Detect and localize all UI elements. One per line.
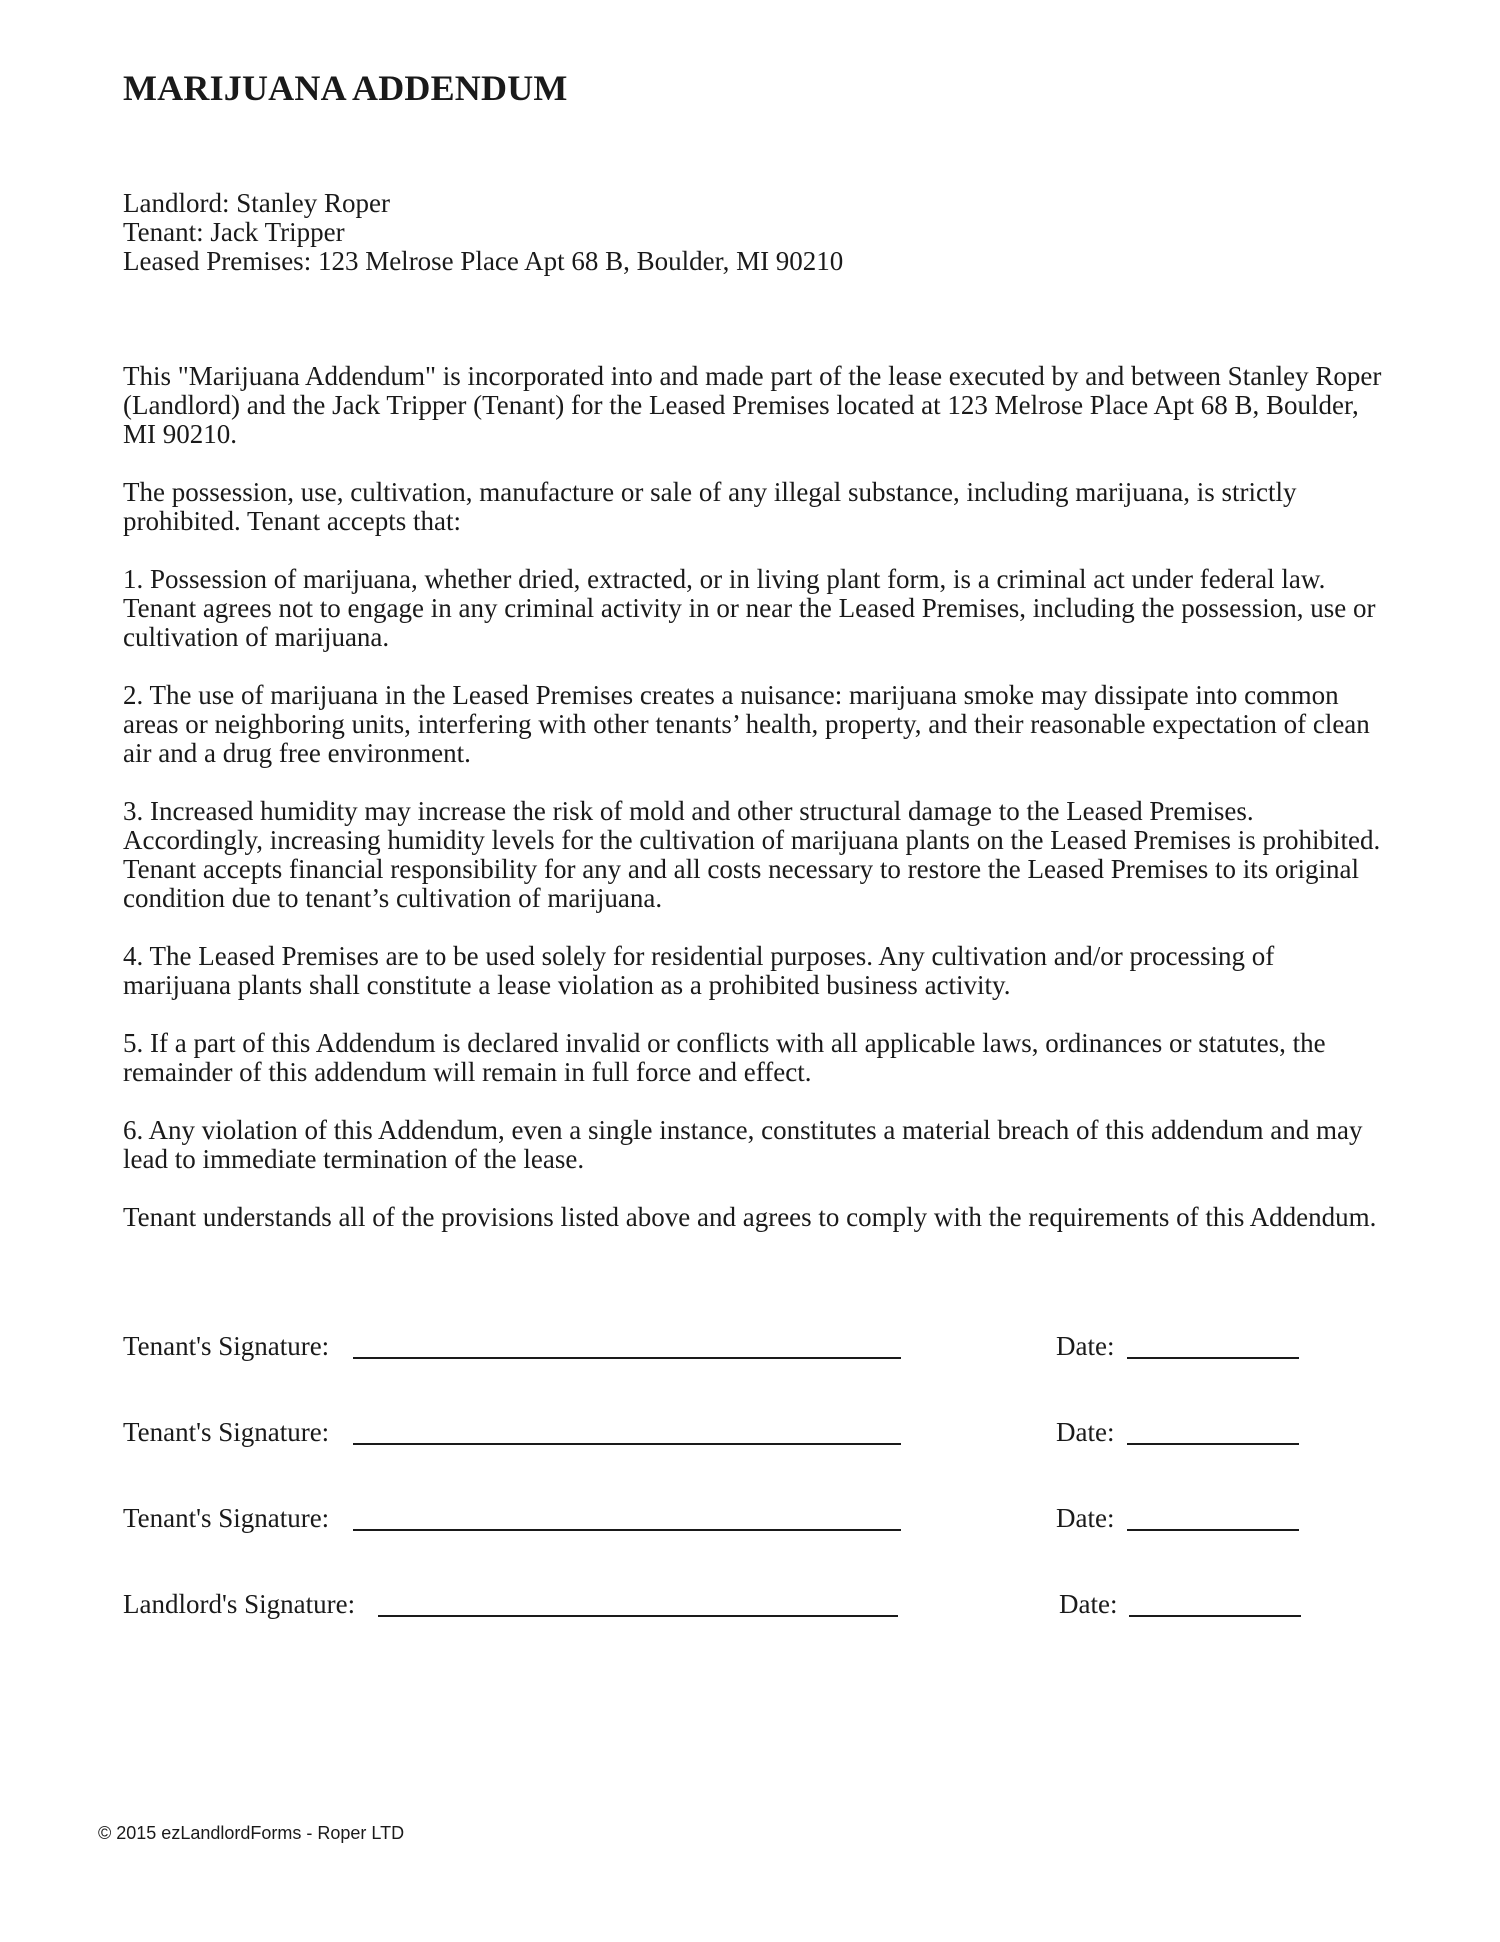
provision-6: 6. Any violation of this Addendum, even a single instance, constitutes a material breach of this addendum and may lead to immediate termination of the lease.: [123, 1115, 1363, 1174]
tenant-signature-line[interactable]: [353, 1443, 901, 1445]
landlord-line: Landlord: Stanley Roper: [123, 188, 390, 218]
date-label: Date:: [1056, 1331, 1115, 1361]
tenant-signature-line[interactable]: [353, 1357, 901, 1359]
provision-5: 5. If a part of this Addendum is declared invalid or conflicts with all applicable laws, ordinances or statutes, the remainder of this addendum will remain in full force and effect.: [123, 1028, 1326, 1087]
agreement-paragraph: Tenant understands all of the provisions listed above and agrees to comply with the requirements of this Addendum.: [123, 1202, 1377, 1232]
date-label: Date:: [1059, 1589, 1118, 1619]
addendum-body: [123, 362, 1385, 1261]
intro-paragraph: This "Marijuana Addendum" is incorporated into and made part of the lease executed by and between Stanley Roper (Landlord) and the Jack Tripper (Tenant) for the Leased Premises located at 123 Melrose Place Apt 68 B, Boulder, MI 90210.: [123, 361, 1382, 449]
date-label: Date:: [1056, 1417, 1115, 1447]
date-line[interactable]: [1127, 1443, 1299, 1445]
tenant-line: Tenant: Jack Tripper: [123, 217, 345, 247]
date-label: Date:: [1056, 1503, 1115, 1533]
signature-row: [123, 1330, 1323, 1416]
signature-label: Tenant's Signature:: [123, 1503, 330, 1533]
signature-label: Tenant's Signature:: [123, 1331, 330, 1361]
parties-block: [123, 189, 843, 276]
date-line[interactable]: [1127, 1529, 1299, 1531]
provision-1: 1. Possession of marijuana, whether dried, extracted, or in living plant form, is a criminal act under federal law. Tenant agrees not to engage in any criminal activity in or near the Leased Premises, including the possession, use or cultivation of marijuana.: [123, 564, 1376, 652]
premises-line: Leased Premises: 123 Melrose Place Apt 68 B, Boulder, MI 90210: [123, 246, 844, 276]
date-line[interactable]: [1129, 1615, 1301, 1617]
signature-row: [123, 1416, 1323, 1502]
provision-2: 2. The use of marijuana in the Leased Premises creates a nuisance: marijuana smoke may dissipate into common areas or neighboring units, interfering with other tenants’ health, property, and their reasonable expectation of clean air and a drug free environment.: [123, 680, 1370, 768]
signature-row: [123, 1588, 1323, 1674]
signature-label: Tenant's Signature:: [123, 1417, 330, 1447]
prohibition-paragraph: The possession, use, cultivation, manufacture or sale of any illegal substance, including marijuana, is strictly prohibited. Tenant accepts that:: [123, 477, 1297, 536]
signature-row: [123, 1502, 1323, 1588]
signature-label: Landlord's Signature:: [123, 1589, 356, 1619]
provision-4: 4. The Leased Premises are to be used solely for residential purposes. Any cultivation and/or processing of marijuana plants shall constitute a lease violation as a prohibited business activity.: [123, 941, 1275, 1000]
date-line[interactable]: [1127, 1357, 1299, 1359]
document-title: MARIJUANA ADDENDUM: [123, 68, 568, 108]
copyright-footer: © 2015 ezLandlordForms - Roper LTD: [98, 1823, 405, 1843]
signature-block: [123, 1330, 1323, 1674]
landlord-signature-line[interactable]: [378, 1615, 898, 1617]
provision-3: 3. Increased humidity may increase the risk of mold and other structural damage to the Leased Premises. Accordingly, increasing humidity levels for the cultivation of marijuana plants on the Leased Premises is prohibited. Tenant accepts financial responsibility for any and all costs necessary to restore the Leased Premises to its original condition due to tenant’s cultivation of marijuana.: [123, 796, 1381, 913]
tenant-signature-line[interactable]: [353, 1529, 901, 1531]
